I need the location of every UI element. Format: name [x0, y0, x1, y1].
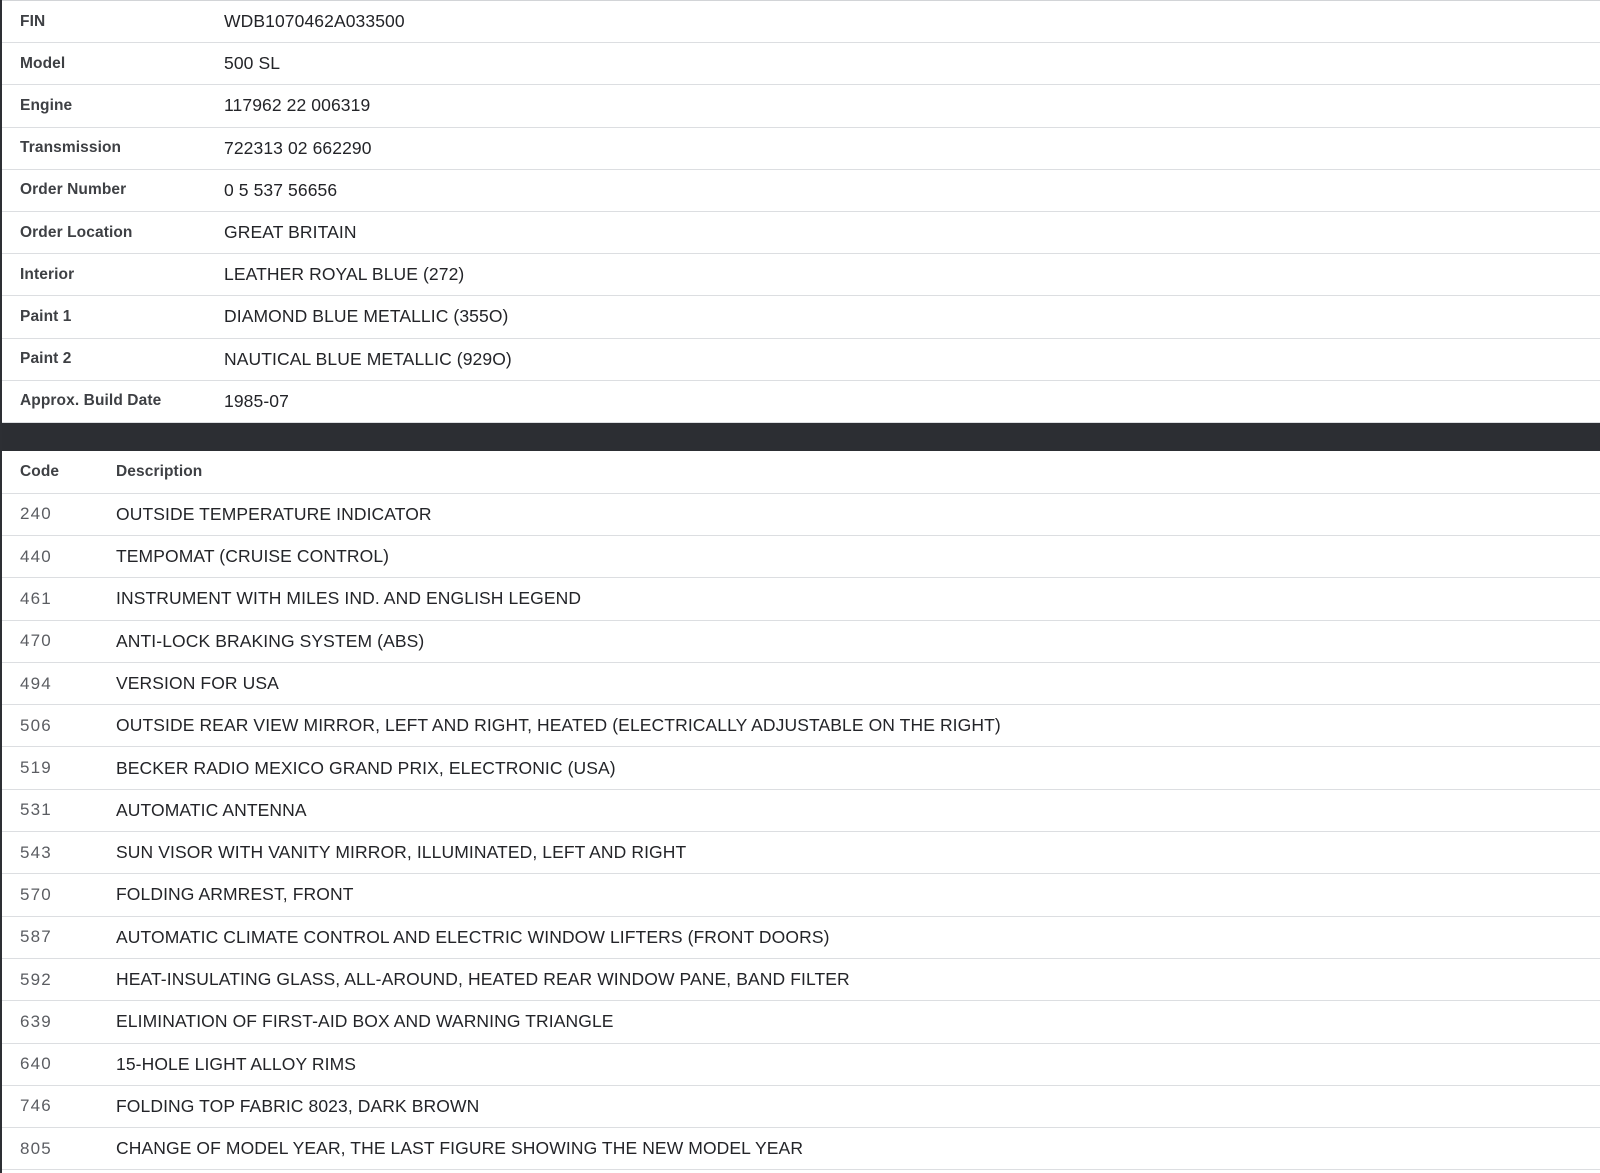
option-description: BECKER RADIO MEXICO GRAND PRIX, ELECTRONIC (USA): [116, 757, 616, 778]
option-code-row: [2, 494, 1600, 536]
option-code-row: [2, 663, 1600, 705]
option-description: OUTSIDE TEMPERATURE INDICATOR: [116, 503, 432, 524]
vehicle-info-row: [2, 85, 1600, 127]
option-description: HEAT-INSULATING GLASS, ALL-AROUND, HEATED REAR WINDOW PANE, BAND FILTER: [116, 969, 850, 990]
info-value: DIAMOND BLUE METALLIC (355O): [224, 306, 509, 327]
info-value: 722313 02 662290: [224, 137, 372, 158]
option-codes-table: [2, 451, 1600, 1170]
vehicle-info-row: [2, 212, 1600, 254]
option-code: 639: [20, 1011, 52, 1031]
option-code: 470: [20, 631, 52, 651]
info-label: Paint 1: [20, 307, 72, 325]
info-label: FIN: [20, 12, 46, 30]
option-code-row: [2, 1128, 1600, 1170]
option-description: ANTI-LOCK BRAKING SYSTEM (ABS): [116, 630, 425, 651]
vehicle-info-row: [2, 1, 1600, 43]
option-description: CHANGE OF MODEL YEAR, THE LAST FIGURE SHOWING THE NEW MODEL YEAR: [116, 1138, 804, 1159]
vehicle-info-row: [2, 339, 1600, 381]
info-label: Interior: [20, 265, 75, 283]
option-code: 440: [20, 546, 52, 566]
section-divider-bar: [2, 423, 1600, 452]
option-description: AUTOMATIC ANTENNA: [116, 799, 307, 820]
info-label: Approx. Build Date: [20, 392, 162, 410]
info-label: Order Location: [20, 223, 133, 241]
option-code: 587: [20, 927, 52, 947]
option-code: 519: [20, 758, 52, 778]
vehicle-info-row: [2, 43, 1600, 85]
description-column-header: Description: [116, 463, 203, 481]
option-description: FOLDING TOP FABRIC 8023, DARK BROWN: [116, 1095, 480, 1116]
info-label: Paint 2: [20, 350, 72, 368]
options-header-row: [2, 451, 1600, 493]
info-value: LEATHER ROYAL BLUE (272): [224, 264, 465, 285]
option-code-row: [2, 959, 1600, 1001]
option-code: 570: [20, 884, 52, 904]
option-code-row: [2, 832, 1600, 874]
info-label: Engine: [20, 96, 73, 114]
option-code: 640: [20, 1054, 52, 1074]
info-value: WDB1070462A033500: [224, 11, 405, 32]
info-label: Transmission: [20, 139, 122, 157]
vehicle-info-row: [2, 254, 1600, 296]
option-description: 15-HOLE LIGHT ALLOY RIMS: [116, 1053, 357, 1074]
option-code-row: [2, 790, 1600, 832]
option-code: 531: [20, 800, 52, 820]
option-description: ELIMINATION OF FIRST-AID BOX AND WARNING TRIANGLE: [116, 1011, 614, 1032]
info-value: 0 5 537 56656: [224, 179, 338, 200]
info-value: 500 SL: [224, 53, 281, 74]
vehicle-info-row: [2, 296, 1600, 338]
option-description: AUTOMATIC CLIMATE CONTROL AND ELECTRIC WINDOW LIFTERS (FRONT DOORS): [116, 926, 830, 947]
vehicle-info-row: [2, 128, 1600, 170]
info-label: Order Number: [20, 181, 127, 199]
vehicle-info-row: [2, 381, 1600, 423]
option-description: INSTRUMENT WITH MILES IND. AND ENGLISH LEGEND: [116, 588, 582, 609]
code-column-header: Code: [20, 463, 60, 481]
info-value: NAUTICAL BLUE METALLIC (929O): [224, 348, 512, 369]
option-description: VERSION FOR USA: [116, 673, 279, 693]
option-code-row: [2, 747, 1600, 789]
info-label: Model: [20, 54, 66, 72]
option-code: 746: [20, 1096, 52, 1116]
option-code-row: [2, 705, 1600, 747]
option-description: TEMPOMAT (CRUISE CONTROL): [116, 546, 390, 567]
info-value: 1985-07: [224, 390, 289, 411]
option-code-row: [2, 1001, 1600, 1043]
option-description: SUN VISOR WITH VANITY MIRROR, ILLUMINATED, LEFT AND RIGHT: [116, 842, 687, 863]
option-code-row: [2, 536, 1600, 578]
option-code-row: [2, 578, 1600, 620]
option-code-row: [2, 917, 1600, 959]
option-code: 494: [20, 673, 52, 693]
option-rows-container: [2, 494, 1600, 1171]
vehicle-info-table: [2, 0, 1600, 423]
option-description: OUTSIDE REAR VIEW MIRROR, LEFT AND RIGHT, HEATED (ELECTRICALLY ADJUSTABLE ON THE RIGHT): [116, 715, 1001, 736]
info-value: 117962 22 006319: [224, 95, 371, 116]
option-code: 240: [20, 504, 52, 524]
vehicle-info-row: [2, 170, 1600, 212]
option-code-row: [2, 1044, 1600, 1086]
option-code-row: [2, 621, 1600, 663]
info-value: GREAT BRITAIN: [224, 222, 357, 243]
option-code: 506: [20, 715, 52, 735]
option-code: 543: [20, 842, 52, 862]
option-code: 461: [20, 588, 52, 608]
option-code: 592: [20, 969, 52, 989]
option-code: 805: [20, 1138, 52, 1158]
option-description: FOLDING ARMREST, FRONT: [116, 884, 354, 905]
option-code-row: [2, 874, 1600, 916]
option-code-row: [2, 1086, 1600, 1128]
